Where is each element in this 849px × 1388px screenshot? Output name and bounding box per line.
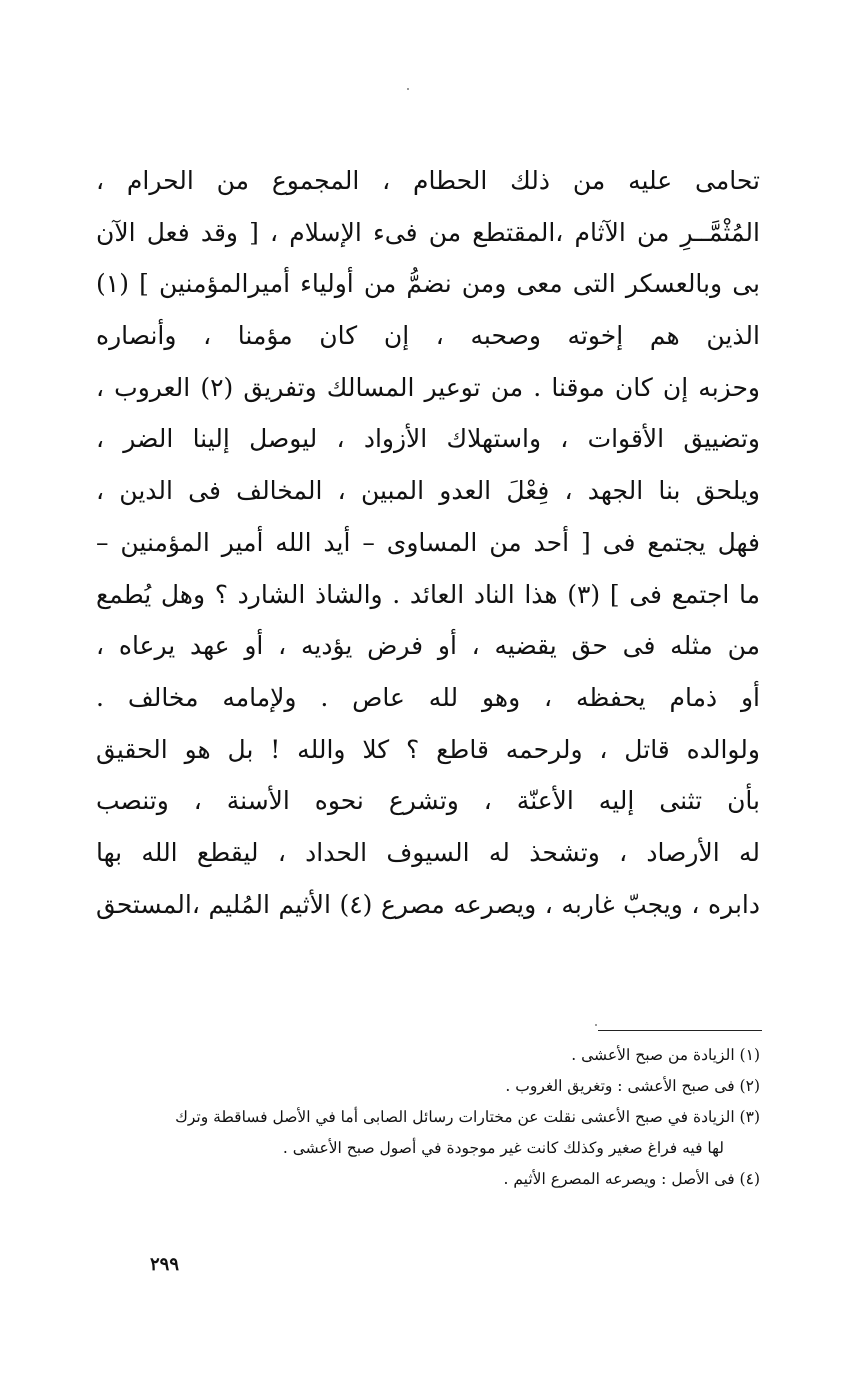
text-line-12: ولوالده قاتل ، ولرحمه قاطع ؟ كلا والله ! بل هو الحقيق [96, 734, 760, 764]
text-line-7: ويلحق بنا الجهد ، فِعْلَ العدو المبين ، المخالف فى الدين ، [96, 476, 760, 506]
text-line-2: المُثْمَّــرِ من الآثام ،المقتطع من فىء الإسلام ، [ وقد فعل الآن [96, 217, 760, 247]
footnote-4: (٤) فى الأصل : ويصرعه المصرع الأثيم . [503, 1170, 760, 1188]
text-line-14: له الأرصاد ، وتشحذ له السيوف الحداد ، ليقطع الله بها [96, 837, 760, 867]
footnotes [96, 1040, 760, 1195]
text-line-11: أو ذمام يحفظه ، وهو لله عاص . ولإمامه مخالف . [96, 682, 760, 712]
page-number: ٢٩٩ [150, 1254, 180, 1275]
body-text [96, 155, 760, 930]
footnote-divider [598, 1030, 762, 1031]
text-line-10: من مثله فى حق يقضيه ، أو فرض يؤديه ، أو عهد يرعاه ، [96, 631, 760, 661]
footnote-2: (٢) فى صبح الأعشى : وتغريق الغروب . [505, 1077, 760, 1095]
text-line-3: بى وبالعسكر التى معى ومن نضمُّ من أولياء أميرالمؤمنين ] (١) [96, 269, 760, 299]
text-line-6: وتضييق الأقوات ، واستهلاك الأزواد ، ليوصل إلينا الضر ، [96, 424, 760, 454]
footnote-3: (٣) الزيادة في صبح الأعشى نقلت عن مختارات رسائل الصابى أما في الأصل فساقطة وترك [175, 1108, 760, 1126]
text-line-9: ما اجتمع فى ] (٣) هذا الناد العائد . والشاذ الشارد ؟ وهل يُطمع [96, 579, 760, 609]
text-line-13: بأن تثنى إليه الأعنّة ، وتشرع نحوه الأسنة ، وتنصب [96, 786, 760, 816]
scan-speck [595, 1024, 597, 1026]
scan-speck [407, 88, 409, 90]
text-line-5: وحزبه إن كان موقنا . من توعير المسالك وتفريق (٢) العروب ، [96, 372, 760, 402]
text-line-8: فهل يجتمع فى [ أحد من المساوى – أيد الله أمير المؤمنين – [96, 527, 760, 557]
footnote-3-continuation: لها فيه فراغ صغير وكذلك كانت غير موجودة في أصول صبح الأعشى . [282, 1139, 724, 1157]
footnote-1: (١) الزيادة من صبح الأعشى . [571, 1046, 760, 1064]
text-line-1: تحامى عليه من ذلك الحطام ، المجموع من الحرام ، [96, 166, 760, 195]
text-line-4: الذين هم إخوته وصحبه ، إن كان مؤمنا ، وأنصاره [96, 321, 760, 351]
text-line-15: دابره ، ويجبّ غاربه ، ويصرعه مصرع (٤) الأثيم المُليم ،المستحق [96, 889, 760, 919]
